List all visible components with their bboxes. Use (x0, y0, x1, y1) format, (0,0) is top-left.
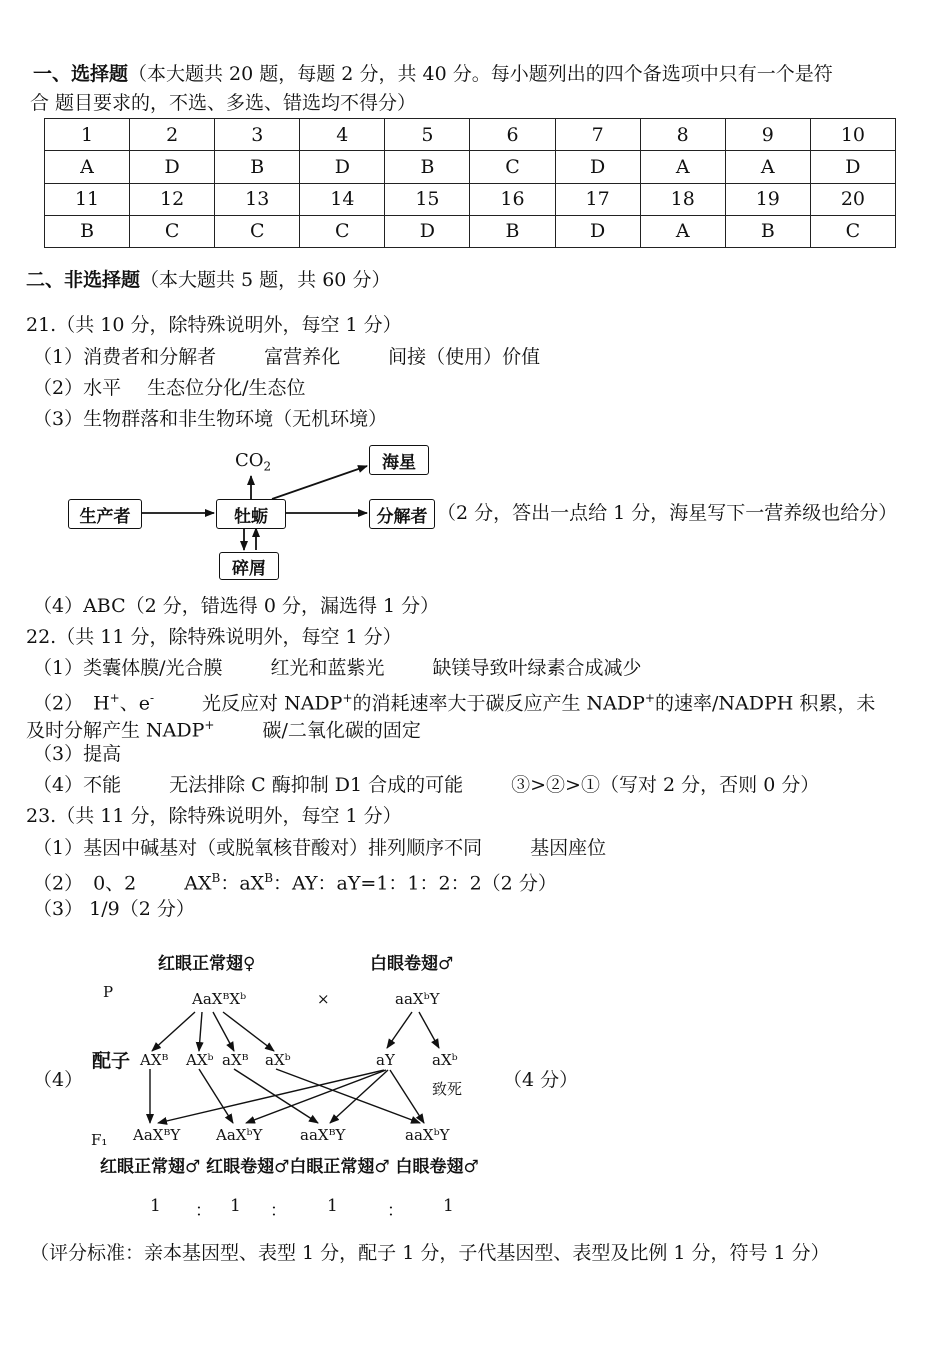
question-number-cell: 10 (810, 119, 895, 151)
question-number-cell: 11 (45, 183, 130, 215)
q22-a2-sup3: + (204, 718, 215, 732)
ratio-3: 1 (327, 1196, 338, 1216)
q22-a1-blank1: 类囊体膜/光合膜 (83, 657, 223, 679)
answer-cell: D (385, 215, 470, 247)
question-number-cell: 5 (385, 119, 470, 151)
offspring-1: AaXᴮY (133, 1126, 181, 1144)
question-number-cell: 3 (215, 119, 300, 151)
q23-answer1 (33, 836, 606, 860)
answer-cell: D (810, 151, 895, 183)
q23-answer2 (33, 866, 557, 895)
q22-a4-label: （4） (33, 774, 84, 796)
cross-gamete-label: 配子 (92, 1050, 131, 1072)
cross-p-label: P (103, 983, 114, 1001)
q23-scoring-criteria: （评分标准：亲本基因型、表型 1 分，配子 1 分，子代基因型、表型及比例 1 分，符号 1 分） (30, 1242, 830, 1264)
question-number-cell: 13 (215, 183, 300, 215)
answer-cell: A (725, 151, 810, 183)
question-number-cell: 12 (130, 183, 215, 215)
q23-a2-sup1: B (211, 871, 221, 885)
q22-a4-blank3: ③>②>①（写对 2 分，否则 0 分） (511, 774, 820, 796)
q23-a2-sup2: B (264, 871, 274, 885)
answer-cell: C (130, 215, 215, 247)
ratio-sep-3: ： (387, 1201, 404, 1221)
gamete-f4: aXᵇ (265, 1051, 291, 1069)
answer-cell: C (470, 151, 555, 183)
q21-head: 21.（共 10 分，除特殊说明外，每空 1 分） (26, 314, 402, 336)
offspring-phenotypes: 红眼正常翅♂ 红眼卷翅♂白眼正常翅♂ 白眼卷翅♂ (100, 1157, 479, 1177)
q22-a2-h: H (93, 692, 110, 715)
cross-male-phenotype: 白眼卷翅♂ (370, 954, 454, 974)
answer-cell: B (45, 215, 130, 247)
question-number-cell: 14 (300, 183, 385, 215)
q23-a2-label: （2） (33, 872, 84, 895)
q22-a2-part2: 的消耗速率大于碳反应产生 NADP (352, 692, 645, 715)
node-oyster: 牡蛎 (216, 499, 286, 529)
question-number-cell: 19 (725, 183, 810, 215)
section1-desc-line2: 合 题目要求的，不选、多选、错选均不得分） (30, 92, 417, 114)
co2-text: CO (235, 450, 264, 471)
gamete-f1: AXᴮ (140, 1051, 169, 1069)
answer-cell: D (555, 151, 640, 183)
q22-answer4 (33, 773, 819, 797)
section2-desc: （本大题共 5 题，共 60 分） (140, 269, 391, 291)
ratio-sep-2: ： (270, 1201, 287, 1221)
q23-a4-label: （4） (33, 1069, 84, 1091)
q22-a1-blank2: 红光和蓝紫光 (270, 657, 385, 679)
cross-f1-label: F₁ (91, 1131, 108, 1149)
section1-title: 一、选择题 (33, 63, 129, 85)
gamete-m2: aXᵇ (432, 1051, 458, 1069)
q22-a2-line2-part2: 碳/二氧化碳的固定 (262, 719, 421, 742)
cross-female-genotype: AaXᴮXᵇ (192, 990, 247, 1008)
answer-cell: B (385, 151, 470, 183)
q22-answer3: （3）提高 (33, 743, 122, 765)
question-number-cell: 2 (130, 119, 215, 151)
question-number-cell: 9 (725, 119, 810, 151)
gamete-f3: aXᴮ (222, 1051, 249, 1069)
q21-a2-label: （2） (33, 377, 84, 399)
q22-a4-blank1: 不能 (83, 774, 122, 796)
co2-subscript: 2 (263, 459, 272, 474)
q21-a1-blank3: 间接（使用）价值 (388, 346, 541, 368)
q23-a1-label: （1） (33, 837, 84, 859)
offspring-4: aaXᵇY (405, 1126, 450, 1144)
cross-sign: × (317, 990, 330, 1008)
question-number-cell: 4 (300, 119, 385, 151)
q22-a2-part1: 光反应对 NADP (202, 692, 343, 715)
q21-a2-blank1: 水平 (83, 377, 122, 399)
q21-answer3: （3）生物群落和非生物环境（无机环境） (33, 408, 388, 430)
cross-female-phenotype: 红眼正常翅♀ (158, 954, 256, 974)
answer-cell: B (215, 151, 300, 183)
section1-desc-line1: （本大题共 20 题，每题 2 分，共 40 分。每小题列出的四个备选项中只有一个是符 (128, 63, 833, 85)
question-number-cell: 8 (640, 119, 725, 151)
gamete-f2: AXᵇ (186, 1051, 214, 1069)
answer-cell: C (300, 215, 385, 247)
question-number-cell: 20 (810, 183, 895, 215)
answer-cell: A (45, 151, 130, 183)
answer-cell: D (555, 215, 640, 247)
node-starfish: 海星 (369, 445, 429, 475)
q22-answer2 (33, 686, 875, 715)
q22-a2-e-sup: - (149, 691, 155, 705)
question-number-cell: 1 (45, 119, 130, 151)
answer-cell: A (640, 151, 725, 183)
answer-cell: B (725, 215, 810, 247)
q22-head: 22.（共 11 分，除特殊说明外，每空 1 分） (26, 626, 402, 648)
offspring-3: aaXᴮY (300, 1126, 346, 1144)
q23-a2-ratio-b: ：aX (220, 872, 265, 895)
q21-a1-blank2: 富营养化 (264, 346, 341, 368)
q22-answer1 (33, 656, 642, 680)
q23-a1-blank2: 基因座位 (530, 837, 607, 859)
cross-male-genotype: aaXᵇY (395, 990, 440, 1008)
gamete-m1: aY (376, 1051, 395, 1069)
q22-a2-line2-part1: 及时分解产生 NADP (26, 719, 205, 742)
question-number-cell: 7 (555, 119, 640, 151)
q22-answer2-line2 (26, 713, 421, 742)
diagram-score-note: （2 分，答出一点给 1 分，海星写下一营养级也给分） (437, 502, 898, 524)
q21-a2-blank2: 生态位分化/生态位 (147, 377, 306, 399)
node-producer: 生产者 (68, 499, 142, 529)
q22-a2-sup1: + (342, 691, 353, 705)
question-number-cell: 6 (470, 119, 555, 151)
question-number-cell: 18 (640, 183, 725, 215)
q23-a4-score: （4 分） (503, 1069, 579, 1091)
answer-cell: C (215, 215, 300, 247)
q22-a2-part3: 的速率/NADPH 积累，未 (654, 692, 876, 715)
ratio-sep-1: ： (195, 1201, 212, 1221)
answer-cell: C (810, 215, 895, 247)
q22-a2-sup2: + (644, 691, 655, 705)
q22-a1-label: （1） (33, 657, 84, 679)
q22-a2-h-sup: + (109, 691, 120, 705)
offspring-2: AaXᵇY (216, 1126, 263, 1144)
q21-answer4: （4）ABC（2 分，错选得 0 分，漏选得 1 分） (33, 595, 440, 617)
section2-title: 二、非选择题 (26, 269, 141, 291)
ratio-2: 1 (230, 1196, 241, 1216)
q23-a2-blank1: 0、2 (93, 872, 137, 895)
question-number-cell: 16 (470, 183, 555, 215)
q22-a4-blank2: 无法排除 C 酶抑制 D1 合成的可能 (169, 774, 464, 796)
q23-head: 23.（共 11 分，除特殊说明外，每空 1 分） (26, 805, 402, 827)
question-number-cell: 15 (385, 183, 470, 215)
answer-cell: D (130, 151, 215, 183)
q23-a2-ratio-c: ：AY：aY=1：1：2：2（2 分） (273, 872, 557, 895)
q22-a2-e: 、e (119, 692, 150, 715)
ratio-1: 1 (150, 1196, 161, 1216)
q21-a1-blank1: 消费者和分解者 (83, 346, 217, 368)
node-debris: 碎屑 (219, 552, 279, 580)
q21-a1-label: （1） (33, 346, 84, 368)
q22-a1-blank3: 缺镁导致叶绿素合成减少 (432, 657, 642, 679)
answer-cell: D (300, 151, 385, 183)
q23-a1-blank1: 基因中碱基对（或脱氧核苷酸对）排列顺序不同 (83, 837, 483, 859)
q23-a2-ratio-a: AX (184, 872, 212, 895)
answer-cell: B (470, 215, 555, 247)
ratio-4: 1 (443, 1196, 454, 1216)
q23-answer3: （3） 1/9（2 分） (33, 898, 195, 920)
node-co2 (235, 449, 271, 479)
question-number-cell: 17 (555, 183, 640, 215)
arrow-oyster-starfish (272, 466, 367, 499)
answer-cell: A (640, 215, 725, 247)
node-decomposer: 分解者 (369, 499, 435, 529)
q22-a2-label: （2） (33, 692, 84, 715)
gamete-lethal: 致死 (432, 1080, 463, 1098)
